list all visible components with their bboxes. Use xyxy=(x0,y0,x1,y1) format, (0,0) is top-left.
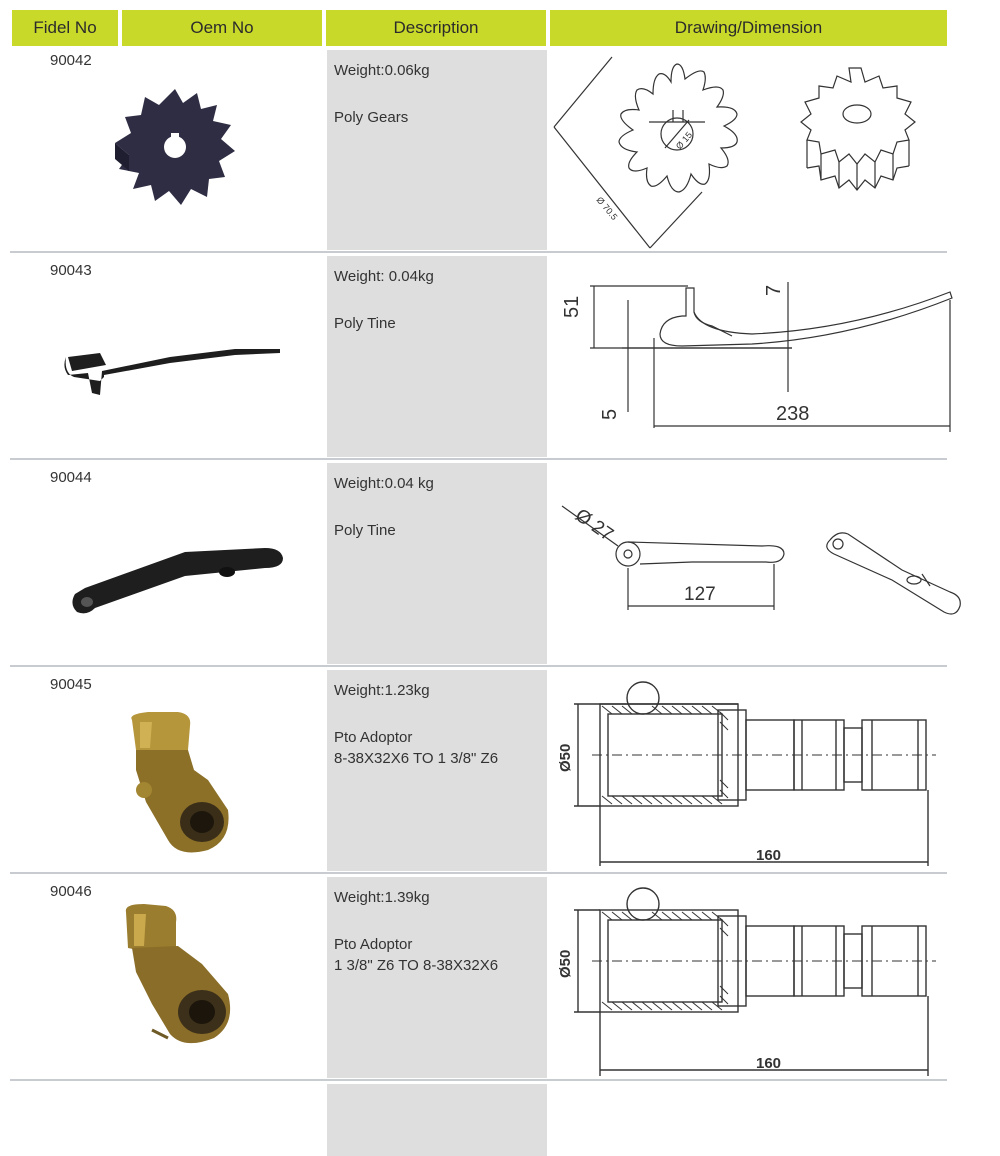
dim-label: 238 xyxy=(776,403,810,425)
header-description: Description xyxy=(326,10,546,46)
weight-text: Weight:1.39kg xyxy=(334,889,430,906)
row-divider xyxy=(10,458,947,460)
poly-tine-photo xyxy=(65,540,290,620)
row-divider xyxy=(10,872,947,874)
pto-adaptor-photo xyxy=(118,900,243,1050)
dim-label: Ø 70.5 xyxy=(594,194,620,222)
product-name: Poly Tine xyxy=(334,522,396,539)
product-name: Poly Tine xyxy=(334,315,396,332)
product-spec: 8-38X32X6 TO 1 3/8" Z6 xyxy=(334,750,499,767)
dim-label: 160 xyxy=(756,1055,782,1072)
dim-label: 51 xyxy=(561,295,583,318)
pto-adaptor-drawing xyxy=(552,882,952,1077)
dim-label: 127 xyxy=(684,584,716,605)
fidel-no-cell: 90043 xyxy=(50,262,92,279)
description-cell xyxy=(334,266,544,334)
weight-text: Weight: 0.04kg xyxy=(334,268,434,285)
header-drawing: Drawing/Dimension xyxy=(550,10,947,46)
description-cell xyxy=(334,887,544,976)
dim-label: Ø 27 xyxy=(571,504,617,546)
description-cell xyxy=(334,60,544,128)
dim-label: Ø50 xyxy=(557,743,574,772)
dim-label: 5 xyxy=(599,408,621,420)
product-name: Pto Adoptor xyxy=(334,729,413,746)
description-cell xyxy=(334,680,544,769)
header-fidel-no: Fidel No xyxy=(12,10,118,46)
row-divider xyxy=(10,1079,947,1081)
fidel-no-cell: 90044 xyxy=(50,469,92,486)
poly-tine-photo xyxy=(60,335,290,405)
poly-tine-drawing xyxy=(552,272,957,442)
description-cell xyxy=(334,473,544,541)
weight-text: Weight:1.23kg xyxy=(334,682,430,699)
dim-label: 7 xyxy=(763,284,785,296)
fidel-no-cell: 90045 xyxy=(50,676,92,693)
header-oem-no: Oem No xyxy=(122,10,322,46)
dim-label: Ø 15 xyxy=(673,129,695,152)
product-name: Poly Gears xyxy=(334,109,409,126)
product-spec: 1 3/8" Z6 TO 8-38X32X6 xyxy=(334,957,499,974)
weight-text: Weight:0.06kg xyxy=(334,62,430,79)
product-name: Pto Adoptor xyxy=(334,936,413,953)
row-divider xyxy=(10,665,947,667)
description-cell-bg xyxy=(327,1084,547,1156)
dim-label: 160 xyxy=(756,847,782,864)
row-divider xyxy=(10,251,947,253)
pto-adaptor-photo xyxy=(118,710,238,860)
fidel-no-cell: 90042 xyxy=(50,52,92,69)
gear-drawing xyxy=(552,52,952,250)
fidel-no-cell: 90046 xyxy=(50,883,92,900)
poly-tine-drawing xyxy=(552,488,962,618)
dim-label: Ø50 xyxy=(557,949,574,978)
gear-photo xyxy=(105,85,245,215)
pto-adaptor-drawing xyxy=(552,676,952,866)
weight-text: Weight:0.04 kg xyxy=(334,475,434,492)
